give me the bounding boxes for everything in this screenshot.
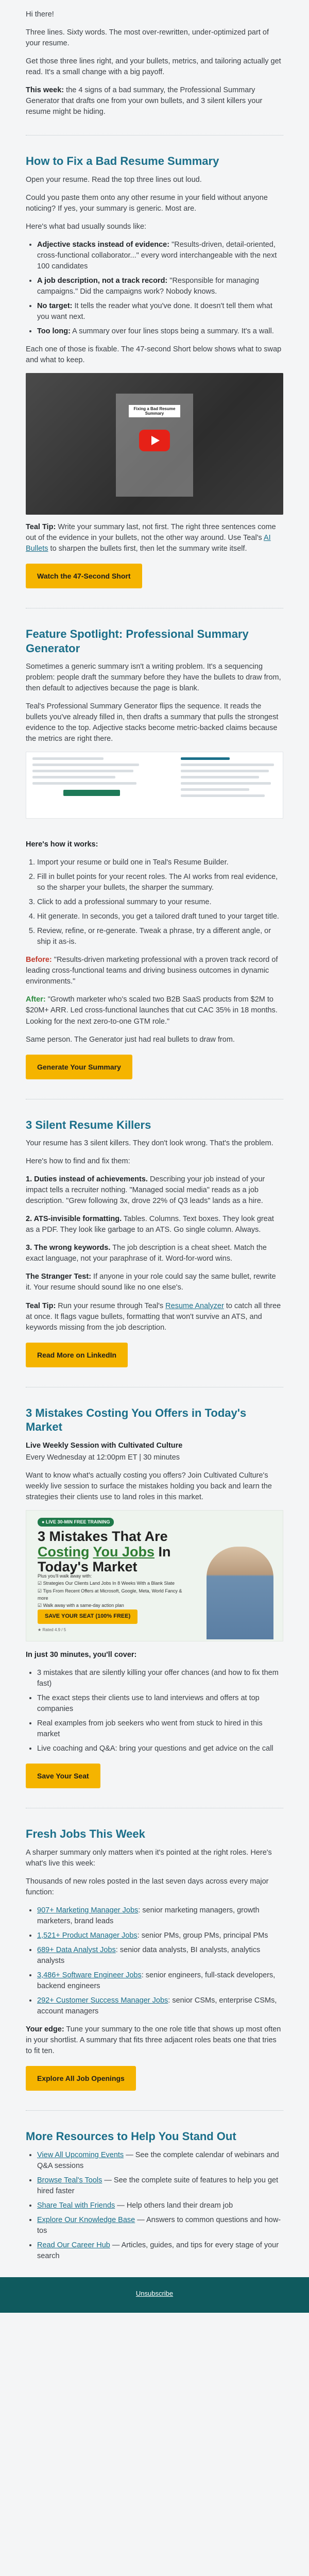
event-schedule: Every Wednesday at 12:00pm ET | 30 minutes	[26, 1453, 180, 1462]
tip-label: Teal Tip:	[26, 522, 56, 531]
event-paragraph: Want to know what's actually costing you offers? Join Cultivated Culture's weekly live session to surface the mistakes holding you back and learn the strategies their clients use to land roles in this market.	[26, 1471, 272, 1501]
ai-bullets-link[interactable]: AI Bullets	[26, 533, 271, 553]
list-item: 1. Import your resume or build one in Teal's Resume Builder.	[37, 857, 283, 868]
intro-rest: the 4 signs of a bad summary, the Professional Summary Generator that drafts one from your own bullets, and 3 silent killers your resume might be hiding.	[26, 86, 263, 116]
list-item-lead: A job description, not a track record:	[37, 276, 168, 285]
banner-point: ☑ Tips From Recent Offers at Microsoft, Google, Meta, World Fancy & more	[38, 1588, 182, 1601]
list-item	[37, 1930, 283, 1941]
banner-points	[38, 1572, 187, 1609]
list-item	[37, 2175, 283, 2197]
after-example	[26, 994, 283, 1027]
list-item: 3. Click to add a professional summary to your resume.	[37, 897, 283, 908]
cover-heading-text: In just 30 minutes, you'll cover:	[26, 1650, 137, 1659]
list-item-text: It tells the reader what you've done. It doesn't tell them what you want next.	[37, 301, 272, 321]
play-icon[interactable]	[139, 430, 170, 451]
how-it-works-label: Here's how it works:	[26, 840, 98, 849]
list-item	[37, 2215, 283, 2236]
screenshot-editor-panel	[32, 757, 151, 814]
save-seat-button[interactable]: Save Your Seat	[26, 1764, 100, 1788]
resource-desc: — Help others land their dream job	[115, 2201, 233, 2210]
killer-item	[26, 1214, 283, 1235]
list-item: • The exact steps their clients use to land interviews and offers at top companies	[37, 1693, 283, 1715]
intro-paragraph-2: Get those three lines right, and your bullets, metrics, and tailoring actually get read. It's a small change with a big payoff.	[26, 57, 281, 77]
section-title-killers: 3 Silent Resume Killers	[26, 1118, 151, 1131]
cover-heading	[26, 1650, 283, 1660]
job-link[interactable]: 907+ Marketing Manager Jobs	[37, 1906, 139, 1914]
banner-point: ☑ Walk away with a same-day action plan	[38, 1603, 124, 1608]
resource-link[interactable]: View All Upcoming Events	[37, 2150, 124, 2159]
tip-label: Teal Tip:	[26, 1301, 56, 1310]
list-item	[37, 2150, 283, 2172]
killer-lead: 3. The wrong keywords.	[26, 1244, 111, 1252]
unsubscribe-link[interactable]: Unsubscribe	[135, 2290, 174, 2298]
list-item: • Real examples from job seekers who went from stuck to hired in this market	[37, 1718, 283, 1740]
spotlight-paragraph-1: Sometimes a generic summary isn't a writing problem. It's a sequencing problem: people draft the summary before they have the bullets to draw from, then default to adjectives because the page is blank.	[26, 663, 281, 693]
jobs-edge	[26, 2024, 283, 2057]
section-title-resources: More Resources to Help You Stand Out	[26, 2130, 236, 2143]
before-label: Before:	[26, 956, 52, 964]
resource-link[interactable]: Browse Teal's Tools	[37, 2176, 102, 2184]
killers-paragraph-2: Here's how to find and fix them:	[26, 1157, 130, 1166]
job-link[interactable]: 689+ Data Analyst Jobs	[37, 1945, 116, 1954]
list-item	[37, 1970, 283, 1992]
resources-list	[37, 2150, 283, 2262]
intro-paragraph-1: Three lines. Sixty words. The most over-rewritten, under-optimized part of your resume.	[26, 28, 269, 48]
list-item-lead: No target:	[37, 301, 73, 310]
edge-label: Your edge:	[26, 2025, 64, 2034]
list-item-text: "Results-driven, detail-oriented, cross-functional collaborator..." every word interchangeable with the next 100 candidates	[37, 240, 277, 270]
killer-item	[26, 1243, 283, 1264]
how-it-works-heading	[26, 839, 283, 850]
list-item	[37, 1905, 283, 1927]
tip-text: Write your summary last, not first. The right three sentences come out of the evidence in your bullets, not the other way around. Use Teal's	[26, 522, 276, 542]
section-title-fix: How to Fix a Bad Resume Summary	[26, 155, 219, 168]
watch-short-button[interactable]: Watch the 47-Second Short	[26, 564, 142, 588]
jobs-paragraph-2: Thousands of new roles posted in the last seven days across every major function:	[26, 1877, 269, 1896]
before-text: "Results-driven marketing professional with a proven track record of leading cross-functional teams and driving business outcomes in dynamic environments."	[26, 956, 278, 986]
spotlight-paragraph-2: Teal's Professional Summary Generator flips the sequence. It reads the bullets you've already filled in, then drafts a summary that pulls the strongest evidence to the top. Adjective stacks become metric-backed claims because the metrics are right there.	[26, 702, 279, 743]
resume-analyzer-link[interactable]: Resume Analyzer	[165, 1301, 224, 1310]
list-item	[37, 2200, 283, 2211]
job-link[interactable]: 292+ Customer Success Manager Jobs	[37, 1996, 168, 2005]
fix-paragraph-1: Open your resume. Read the top three lines out loud.	[26, 175, 202, 184]
list-item	[37, 1945, 283, 1967]
same-person-note: Same person. The Generator just had real bullets to draw from.	[26, 1035, 235, 1044]
generator-screenshot	[26, 752, 283, 819]
killer-lead: The Stranger Test:	[26, 1273, 92, 1281]
jobs-paragraph-1: A sharper summary only matters when it's pointed at the right roles. Here's what's live this week:	[26, 1848, 272, 1868]
fix-paragraph-3: Here's what bad usually sounds like:	[26, 222, 147, 231]
killers-paragraph-1: Your resume has 3 silent killers. They don't look wrong. That's the problem.	[26, 1139, 273, 1148]
resource-desc: — See the complete suite of features to help you get hired faster	[37, 2176, 279, 2195]
resource-link[interactable]: Explore Our Knowledge Base	[37, 2215, 135, 2224]
fix-paragraph-2: Could you paste them onto any other resume in your field without anyone noticing? If yes, your summary is generic. Most are.	[26, 193, 268, 213]
tip-text: Run your resume through Teal's	[56, 1301, 166, 1310]
killer-text: Describing your job instead of your impact tells a recruiter nothing. "Managed social media" reads as a job description. "Grew following 3x, drove 22% of Q3 leads" lands as a hire.	[26, 1175, 265, 1206]
intro-lead: This week:	[26, 86, 64, 95]
job-link[interactable]: 1,521+ Product Manager Jobs	[37, 1931, 138, 1940]
fix-tip	[26, 522, 283, 554]
list-item-text: A summary over four lines stops being a summary. It's a wall.	[70, 327, 274, 335]
job-desc: : senior data analysts, BI analysts, analytics analysts	[37, 1945, 261, 1965]
edge-text: Tune your summary to the one role title that shows up most often in your shortlist. A summary that fits three adjacent roles beats one that tries to fit ten.	[26, 2025, 281, 2056]
banner-point: ☑ Strategies Our Clients Land Jobs In 8 Weeks With a Blank Slate	[38, 1581, 175, 1586]
cover-list	[37, 1668, 283, 1754]
job-desc: : senior PMs, group PMs, principal PMs	[137, 1931, 268, 1940]
list-item: 4. Hit generate. In seconds, you get a tailored draft tuned to your target title.	[37, 911, 283, 922]
fix-paragraph-4: Each one of those is fixable. The 47-second Short below shows what to swap and what to keep.	[26, 345, 282, 364]
banner-point: Plus you'll walk away with:	[38, 1573, 92, 1579]
video-thumbnail[interactable]	[26, 373, 283, 515]
event-banner[interactable]	[26, 1510, 283, 1641]
killer-lead: 2. ATS-invisible formatting.	[26, 1215, 122, 1224]
killer-lead: 1. Duties instead of achievements.	[26, 1175, 148, 1184]
list-item	[37, 1995, 283, 2017]
list-item	[37, 2240, 283, 2262]
killer-text: Tables. Columns. Text boxes. They look great as a PDF. They look like garbage to an ATS. Go single column. Always.	[26, 1215, 274, 1234]
after-text: "Growth marketer who's scaled two B2B SaaS products from $2M to $20M+ ARR. Led cross-functional launches that cut CAC 35% in 18 months. Looking for the next zero-to-one GTM role."	[26, 995, 278, 1026]
before-example	[26, 955, 283, 987]
list-item: • Live coaching and Q&A: bring your questions and get advice on the call	[37, 1743, 283, 1754]
after-label: After:	[26, 995, 46, 1004]
screenshot-preview-panel	[181, 757, 279, 814]
section-title-jobs: Fresh Jobs This Week	[26, 1827, 145, 1841]
tip-text: to catch all three at once. It flags vague bullets, formatting that won't survive an ATS, and keywords missing from the job description.	[26, 1301, 281, 1332]
list-item-lead: Adjective stacks instead of evidence:	[37, 240, 170, 249]
killer-text: The job description is a cheat sheet. Match the exact language, not your paraphrase of it. Word-for-word wins.	[26, 1244, 267, 1263]
killer-item	[26, 1174, 283, 1207]
bad-summary-list	[37, 240, 283, 337]
list-item-lead: Too long:	[37, 327, 71, 335]
event-subtitle-text: Live Weekly Session with Cultivated Culture	[26, 1441, 183, 1450]
resource-desc: — Answers to common questions and how-tos	[37, 2215, 281, 2235]
list-item	[37, 326, 283, 337]
greeting: Hi there!	[26, 10, 54, 19]
generate-summary-button[interactable]: Generate Your Summary	[26, 1055, 132, 1079]
list-item	[37, 301, 283, 323]
list-item: 5. Review, refine, or re-generate. Tweak a phrase, try a different angle, or ship it as-is.	[37, 926, 283, 947]
resource-desc: — Articles, guides, and tips for every stage of your search	[37, 2241, 279, 2261]
list-item: • 3 mistakes that are silently killing your offer chances (and how to fix them fast)	[37, 1668, 283, 1689]
list-item: 2. Fill in bullet points for your recent roles. The AI works from real evidence, so the sharper your bullets, the sharper the summary.	[37, 872, 283, 893]
event-subtitle	[26, 1440, 283, 1451]
job-desc: : senior marketing managers, growth marketers, brand leads	[37, 1906, 260, 1925]
jobs-list	[37, 1905, 283, 2017]
job-desc: : senior CSMs, enterprise CSMs, account managers	[37, 1996, 277, 2016]
job-link[interactable]: 3,486+ Software Engineer Jobs	[37, 1971, 142, 1979]
live-training-tag: ● LIVE 30-MIN FREE TRAINING	[38, 1518, 114, 1527]
read-linkedin-button[interactable]: Read More on LinkedIn	[26, 1343, 128, 1367]
steps-list	[37, 857, 283, 947]
banner-headline: 3 Mistakes That Are Costing You Jobs In Today's Market	[38, 1528, 171, 1575]
tip-text: to sharpen the bullets first, then let the summary write itself.	[48, 544, 247, 553]
job-desc: : senior engineers, full-stack developers, backend engineers	[37, 1971, 276, 1990]
resource-desc: — See the complete calendar of webinars and Q&A sessions	[37, 2150, 279, 2170]
video-label: Fixing a Bad Resume Summary	[129, 405, 180, 417]
list-item-text: "Responsible for managing campaigns." Did the campaigns work? Nobody knows.	[37, 276, 259, 296]
footer	[0, 2277, 309, 2313]
banner-save-seat-button[interactable]: SAVE YOUR SEAT (100% FREE)	[38, 1609, 138, 1624]
list-item	[37, 276, 283, 297]
host-photo	[207, 1547, 273, 1639]
resource-link[interactable]: Share Teal with Friends	[37, 2201, 115, 2210]
killer-text: If anyone in your role could say the same bullet, rewrite it. Your resume should sound like no one else's.	[26, 1273, 276, 1292]
resource-link[interactable]: Read Our Career Hub	[37, 2241, 110, 2249]
list-item	[37, 240, 283, 272]
killer-item	[26, 1272, 283, 1293]
section-title-spotlight: Feature Spotlight: Professional Summary Generator	[26, 628, 249, 655]
banner-rating: ★ Rated 4.9 / 5	[38, 1627, 66, 1632]
killers-tip	[26, 1301, 283, 1333]
section-title-event: 3 Mistakes Costing You Offers in Today's Market	[26, 1406, 247, 1434]
intro-paragraph-3	[26, 85, 283, 117]
divider	[26, 2110, 283, 2111]
explore-jobs-button[interactable]: Explore All Job Openings	[26, 2066, 136, 2091]
